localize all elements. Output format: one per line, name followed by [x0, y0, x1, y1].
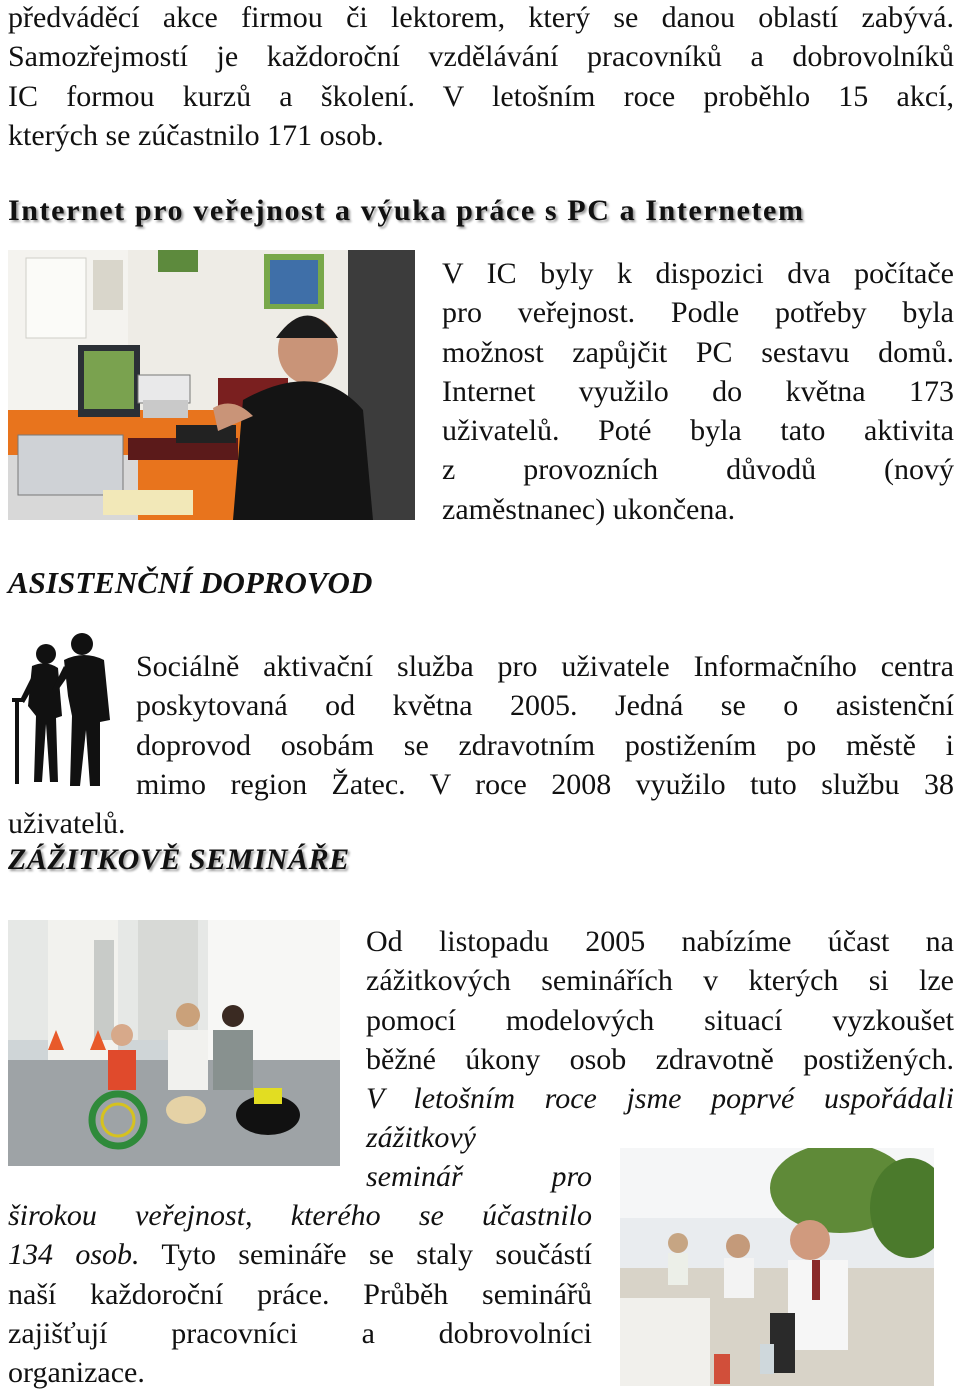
internet-line: uživatelů. Poté byla tato aktivita [442, 414, 954, 448]
internet-line: zaměstnanec) ukončena. [442, 492, 736, 526]
internet-line: V IC byly k dispozici dva počítače [442, 257, 954, 290]
seminare-paragraph [366, 922, 954, 1118]
doprovod-line: Sociálně aktivační služba pro uživatele Informačního centra [136, 650, 954, 683]
intro-line: kterých se zúčastnilo 171 osob. [8, 118, 384, 152]
seminare-after-italic: Tyto semináře se staly součástí [139, 1238, 592, 1272]
seminare-word: pro [551, 1160, 592, 1193]
seminare-final: organizace. [8, 1356, 145, 1390]
seminare-italic-line: širokou veřejnost, kterého se účastnilo [8, 1199, 592, 1232]
seminare-line: běžné úkony osob zdravotně postižených. [366, 1042, 954, 1076]
internet-paragraph [442, 254, 954, 529]
doprovod-line: poskytovaná od května 2005. Jedná se o asistenční [136, 689, 954, 723]
wheelchair-seminar-photo [8, 920, 340, 1166]
seminare-word: seminář [366, 1160, 463, 1193]
seminare-mixed-line [8, 1235, 592, 1274]
seminare-heading: ZÁŽITKOVĚ SEMINÁŘE [8, 843, 350, 876]
doprovod-line: mimo region Žatec. V roce 2008 využilo tuto službu 38 [136, 767, 954, 801]
outdoor-seminar-photo [620, 1148, 934, 1386]
seminare-line: zážitkových seminářích v kterých si lze [366, 964, 954, 998]
intro-line: Samozřejmostí je každoroční vzdělávání pracovníků a dobrovolníků [8, 40, 954, 74]
outdoor-seminar-illustration [620, 1148, 934, 1386]
seminare-italic-b [366, 1118, 590, 1157]
computer-workstation-photo [8, 250, 415, 520]
seminare-paragraph-bottom [8, 1196, 592, 1392]
internet-line: pro veřejnost. Podle potřeby byla [442, 296, 954, 330]
assisted-walking-icon [6, 632, 112, 788]
seminare-italic-e: 134 osob. [8, 1238, 140, 1272]
internet-line: možnost zapůjčit PC sestavu domů. [442, 335, 954, 369]
internet-line: z provozních důvodů (nový [442, 453, 954, 487]
doprovod-heading: ASISTENČNÍ DOPROVOD [8, 565, 373, 600]
companion-silhouette-icon [6, 632, 112, 788]
seminare-line: pomocí modelových situací vyzkoušet [366, 1003, 954, 1037]
seminare-italic-c-line [366, 1157, 592, 1196]
intro-line: IC formou kurzů a školení. V letošním roce proběhlo 15 akcí, [8, 79, 954, 113]
seminare-italic-b-text: zážitkový [366, 1121, 476, 1154]
seminare-italic-c [366, 1157, 592, 1196]
wheelchair-seminar-illustration [8, 920, 340, 1166]
intro-line: předváděcí akce firmou či lektorem, který se danou oblastí zabývá. [8, 1, 954, 34]
computer-workstation-illustration [8, 250, 415, 520]
seminare-line: zajišťují pracovníci a dobrovolníci [8, 1316, 592, 1350]
internet-line: Internet využilo do května 173 [442, 374, 954, 408]
doprovod-tail-text: uživatelů. [8, 807, 126, 840]
doprovod-line: doprovod osobám se zdravotním postižením po městě i [136, 728, 954, 762]
seminare-italic-line: V letošním roce jsme poprvé uspořádali [366, 1082, 954, 1116]
seminare-line: naší každoroční práce. Průběh seminářů [8, 1277, 592, 1311]
internet-heading: Internet pro veřejnost a výuka práce s PC a Internetem [8, 194, 805, 227]
seminare-line: Od listopadu 2005 nabízíme účast na [366, 925, 954, 958]
doprovod-tail [8, 804, 308, 843]
doprovod-paragraph [136, 647, 954, 804]
intro-paragraph [8, 0, 954, 155]
